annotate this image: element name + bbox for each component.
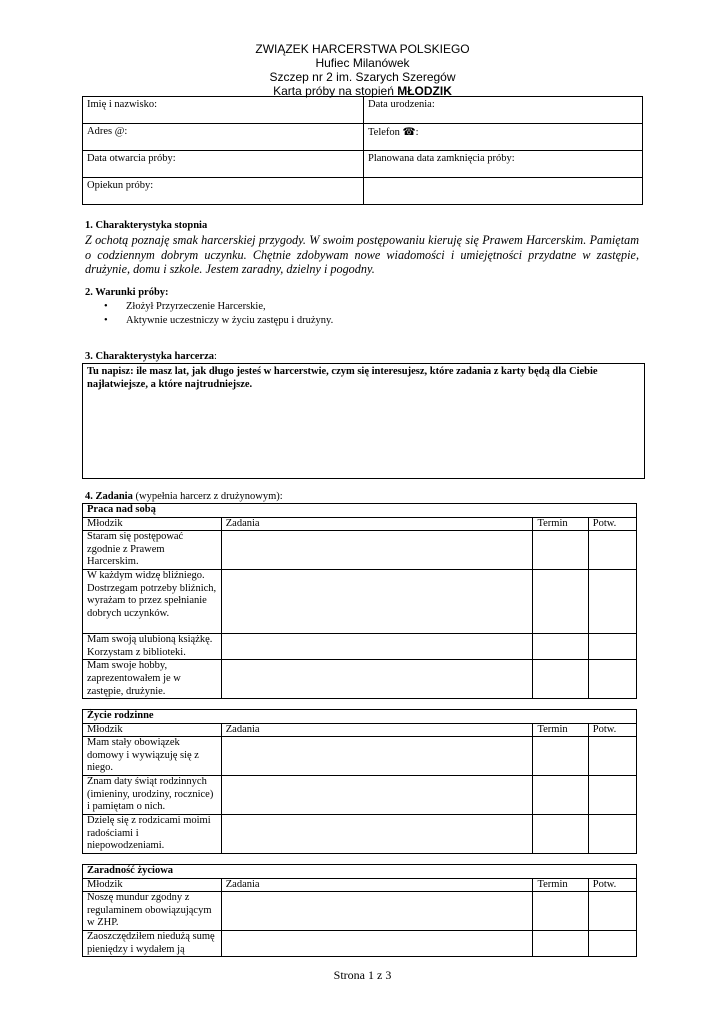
requirement-cell: W każdym widzę bliźniego. Dostrzegam potrzeby bliźnich, wyrażam to przez spełnianie dobrych uczynków. (83, 570, 222, 634)
confirm-cell[interactable] (588, 737, 636, 776)
table-row (83, 634, 637, 660)
scout-description-prompt: Tu napisz: ile masz lat, jak długo jesteś w harcerstwie, czym się interesujesz, które zadania z karty będą dla Ciebie najłatwiejsze, a które najtrudniejsze. (87, 366, 598, 390)
section2-title: 2. Warunki próby: (85, 287, 169, 298)
condition-item: • Złożył Przyrzeczenie Harcerskie, (108, 300, 333, 314)
guardian-field[interactable]: Opiekun próby: (83, 178, 364, 205)
term-cell[interactable] (533, 531, 588, 570)
tasks-table-family-life (82, 709, 637, 854)
col-header-mlodzik: Młodzik (83, 517, 222, 531)
requirement-cell: Znam daty świąt rodzinnych (imieniny, urodziny, rocznice) i pamiętam o nich. (83, 776, 222, 815)
requirement-cell: Mam swoje hobby, zaprezentowałem je w zastępie, drużynie. (83, 660, 222, 699)
tasks-table-self-work (82, 503, 637, 699)
table-row (83, 892, 637, 931)
confirm-cell[interactable] (588, 531, 636, 570)
table-row (83, 931, 637, 957)
col-header-zadania: Zadania (221, 517, 533, 531)
address-field[interactable]: Adres @: (83, 124, 364, 151)
section4-title: 4. Zadania (wypełnia harcerz z drużynowym): (85, 491, 283, 502)
name-field[interactable]: Imię i nazwisko: (83, 97, 364, 124)
term-cell[interactable] (533, 634, 588, 660)
open-date-field[interactable]: Data otwarcia próby: (83, 151, 364, 178)
task-cell[interactable] (221, 660, 533, 699)
table-title: Życie rodzinne (83, 710, 637, 724)
task-cell[interactable] (221, 737, 533, 776)
confirm-cell[interactable] (588, 931, 636, 957)
rank-description: Z ochotą poznaję smak harcerskiej przygody. W swoim postępowaniu kieruję się Prawem Harcerskim. Pamiętam o codziennym dobrym uczynku. Chętnie zdobywam nowe wiadomości i umiejętności przydatne w zastępie, drużynie, domu i szkole. Jestem zaradny, dzielny i pogodny. (85, 233, 639, 276)
confirm-cell[interactable] (588, 660, 636, 699)
term-cell[interactable] (533, 776, 588, 815)
card-title: Karta próby na stopień MŁODZIK (273, 84, 452, 98)
personal-data-table (82, 96, 643, 205)
phone-field[interactable]: Telefon ☎: (364, 124, 643, 151)
col-header-termin: Termin (533, 517, 588, 531)
close-date-field[interactable]: Planowana data zamknięcia próby: (364, 151, 643, 178)
task-cell[interactable] (221, 892, 533, 931)
col-header-mlodzik: Młodzik (83, 878, 222, 892)
document-header (0, 42, 725, 98)
requirement-cell: Dzielę się z rodzicami moimi radościami i niepowodzeniami. (83, 815, 222, 854)
task-cell[interactable] (221, 531, 533, 570)
section1-title: 1. Charakterystyka stopnia (85, 220, 208, 231)
table-row (83, 737, 637, 776)
term-cell[interactable] (533, 892, 588, 931)
col-header-termin: Termin (533, 723, 588, 737)
confirm-cell[interactable] (588, 815, 636, 854)
birth-date-field[interactable]: Data urodzenia: (364, 97, 643, 124)
requirement-cell: Mam stały obowiązek domowy i wywiązuję się z niego. (83, 737, 222, 776)
condition-item: • Aktywnie uczestniczy w życiu zastępu i drużyny. (108, 314, 333, 328)
requirement-cell: Staram się postępować zgodnie z Prawem Harcerskim. (83, 531, 222, 570)
col-header-potw: Potw. (588, 878, 636, 892)
section3-title: 3. Charakterystyka harcerza: (85, 351, 217, 362)
tasks-table-life-skills (82, 864, 637, 957)
scout-description-box[interactable] (82, 363, 645, 479)
confirm-cell[interactable] (588, 776, 636, 815)
confirm-cell[interactable] (588, 892, 636, 931)
col-header-mlodzik: Młodzik (83, 723, 222, 737)
requirement-cell: Mam swoją ulubioną książkę. Korzystam z biblioteki. (83, 634, 222, 660)
org-name: ZWIĄZEK HARCERSTWA POLSKIEGO (255, 42, 470, 56)
table-row (83, 660, 637, 699)
task-cell[interactable] (221, 931, 533, 957)
term-cell[interactable] (533, 737, 588, 776)
table-title: Zaradność życiowa (83, 865, 637, 879)
term-cell[interactable] (533, 931, 588, 957)
col-header-potw: Potw. (588, 517, 636, 531)
table-row (83, 776, 637, 815)
requirement-cell: Zaoszczędziłem niedużą sumę pieniędzy i wydałem ją (83, 931, 222, 957)
task-cell[interactable] (221, 776, 533, 815)
col-header-termin: Termin (533, 878, 588, 892)
confirm-cell[interactable] (588, 634, 636, 660)
task-cell[interactable] (221, 815, 533, 854)
conditions-list (108, 300, 333, 328)
term-cell[interactable] (533, 660, 588, 699)
table-row (83, 570, 637, 634)
task-cell[interactable] (221, 570, 533, 634)
table-row (83, 531, 637, 570)
requirement-cell: Noszę mundur zgodny z regulaminem obowiązującym w ZHP. (83, 892, 222, 931)
col-header-potw: Potw. (588, 723, 636, 737)
term-cell[interactable] (533, 815, 588, 854)
col-header-zadania: Zadania (221, 723, 533, 737)
task-cell[interactable] (221, 634, 533, 660)
table-row (83, 815, 637, 854)
confirm-cell[interactable] (588, 570, 636, 634)
table-title: Praca nad sobą (83, 504, 637, 518)
guardian-extra-field[interactable] (364, 178, 643, 205)
term-cell[interactable] (533, 570, 588, 634)
page-number: Strona 1 z 3 (333, 968, 392, 982)
col-header-zadania: Zadania (221, 878, 533, 892)
unit-name: Hufiec Milanówek (315, 56, 410, 70)
group-name: Szczep nr 2 im. Szarych Szeregów (269, 70, 456, 84)
